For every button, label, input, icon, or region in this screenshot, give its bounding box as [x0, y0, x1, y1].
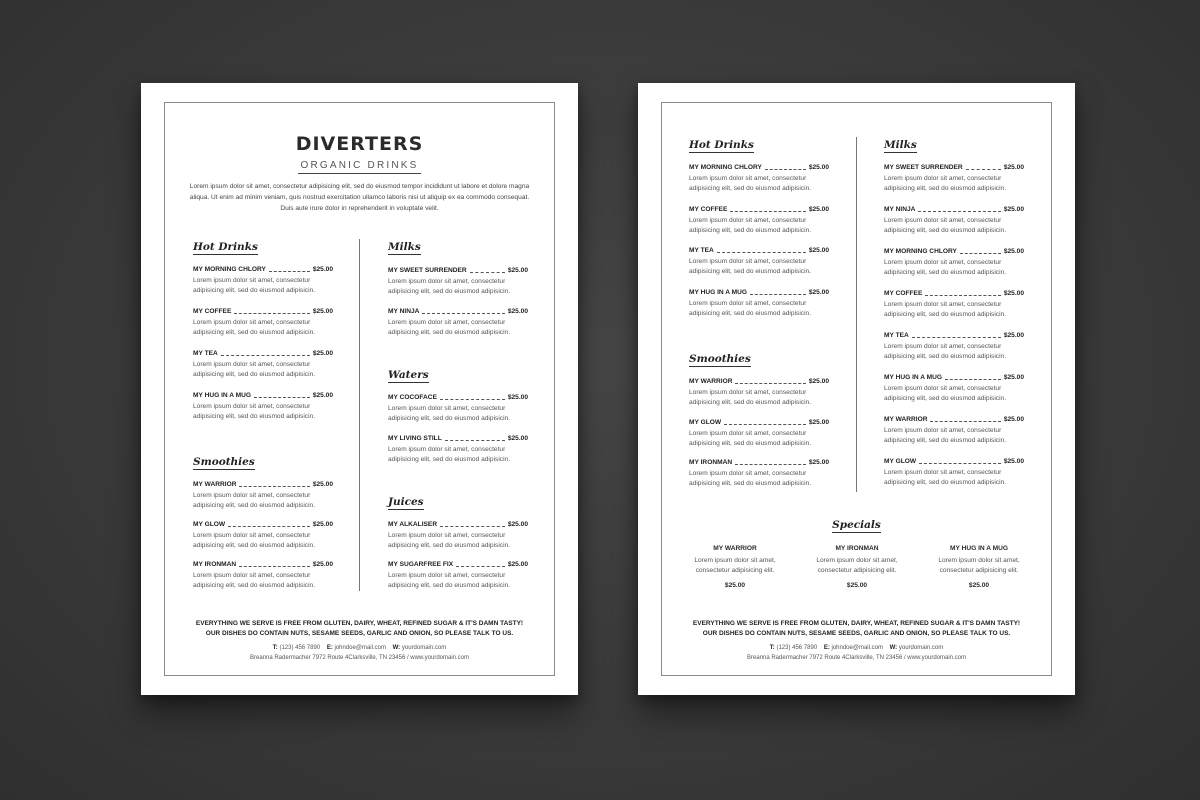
phone: (123) 456 7890: [776, 645, 818, 651]
column-divider: [856, 137, 857, 492]
item-description: Lorem ipsum dolor sit amet, consectetur adipisicing elit.: [938, 557, 1020, 574]
section-milks: [388, 237, 421, 255]
item-price: $25.00: [507, 394, 528, 401]
item-price: $25.00: [312, 521, 333, 528]
item-price: $25.00: [968, 582, 990, 589]
item-price: $25.00: [312, 350, 333, 357]
item-description: Lorem ipsum dolor sit amet, consectetur adipisicing elit, sed do eiusmod adipisicin.: [689, 217, 812, 234]
item-price: $25.00: [507, 521, 528, 528]
item-name: MY WARRIOR: [689, 378, 733, 385]
item-description: Lorem ipsum dolor sit amet, consectetur adipisicing elit, sed do eiusmod adipisicin.: [884, 385, 1007, 402]
menu-item: [689, 288, 829, 319]
menu-item: [884, 415, 1024, 446]
item-name: MY HUG IN A MUG: [689, 289, 748, 296]
website: yourdomain.com: [898, 645, 944, 651]
menu-item: [388, 434, 528, 465]
menu-sheet-front: [141, 83, 578, 695]
section-title: Milks: [388, 241, 421, 253]
menu-sheet-back: [638, 83, 1075, 695]
item-name: MY IRONMAN: [193, 561, 237, 568]
item-name: MY NINJA: [388, 308, 420, 315]
item-price: $25.00: [1003, 332, 1024, 339]
menu-item: [193, 349, 333, 380]
item-price: $25.00: [1003, 458, 1024, 465]
brand-subtitle: ORGANIC DRINKS: [298, 160, 420, 174]
item-price: $25.00: [507, 267, 528, 274]
item-description: Lorem ipsum dolor sit amet, consectetur adipisicing elit, sed do eiusmod adipisicin.: [689, 300, 812, 317]
item-description: Lorem ipsum dolor sit amet, consectetur adipisicing elit, sed do eiusmod adipisicin.: [193, 532, 316, 549]
brand-name: DIVERTERS: [295, 133, 424, 155]
item-price: $25.00: [1003, 164, 1024, 171]
item-price: $25.00: [808, 378, 829, 385]
menu-item: [193, 520, 333, 551]
section-title: Smoothies: [193, 456, 255, 468]
item-description: Lorem ipsum dolor sit amet, consectetur adipisicing elit, sed do eiusmod adipisicin.: [193, 319, 316, 336]
email: johndoe@mail.com: [334, 645, 386, 651]
item-description: Lorem ipsum dolor sit amet, consectetur adipisicing elit, sed do eiusmod adipisicin.: [884, 427, 1007, 444]
menu-item: [884, 331, 1024, 362]
item-description: Lorem ipsum dolor sit amet, consectetur adipisicing elit.: [694, 557, 776, 574]
section-title: Juices: [388, 496, 424, 508]
intro-text: Lorem ipsum dolor sit amet, consectetur adipisicing elit, sed do eiusmod tempor incididunt ut labore et dolore magna aliqua. Ut enim ad minim veniam, quis nostrud exercitation ullamco laboris nisi ut aliquip ex ea commodo consequat. Duis aute irure dolor in reprehenderit in voluptate velit.: [189, 183, 530, 212]
item-description: Lorem ipsum dolor sit amet, consectetur adipisicing elit, sed do eiusmod adipisicin.: [193, 277, 316, 294]
item-name: MY MORNING CHLORY: [193, 266, 266, 273]
menu-item: [884, 289, 1024, 320]
brand-header: [141, 133, 578, 174]
footer-contact: T: (123) 456 7890 E: johndoe@mail.com W: yourdomain.com Breanna Radermacher 7972 Route 4Clarksville, TN 23456 / www.yourdomain.com: [141, 643, 578, 663]
item-price: $25.00: [507, 308, 528, 315]
item-price: $25.00: [1003, 416, 1024, 423]
item-name: MY HUG IN A MUG: [949, 545, 1008, 552]
section-title: Waters: [388, 369, 429, 381]
section-title: Smoothies: [689, 353, 751, 365]
item-description: Lorem ipsum dolor sit amet, consectetur adipisicing elit, sed do eiusmod adipisicin.: [193, 403, 316, 420]
item-name: MY IRONMAN: [835, 545, 879, 552]
item-description: Lorem ipsum dolor sit amet, consectetur adipisicing elit, sed do eiusmod adipisicin.: [884, 259, 1007, 276]
section-title: Milks: [884, 139, 917, 151]
item-description: Lorem ipsum dolor sit amet, consectetur adipisicing elit, sed do eiusmod adipisicin.: [193, 492, 316, 509]
item-description: Lorem ipsum dolor sit amet, consectetur adipisicing elit, sed do eiusmod adipisicin.: [388, 446, 511, 463]
item-name: MY MORNING CHLORY: [884, 248, 957, 255]
menu-item: [193, 391, 333, 422]
item-description: Lorem ipsum dolor sit amet, consectetur adipisicing elit, sed do eiusmod adipisicin.: [689, 430, 812, 447]
item-price: $25.00: [808, 247, 829, 254]
item-description: Lorem ipsum dolor sit amet, consectetur adipisicing elit, sed do eiusmod adipisicin.: [388, 532, 511, 549]
item-name: MY HUG IN A MUG: [193, 392, 252, 399]
item-name: MY COFFEE: [193, 308, 232, 315]
item-name: MY TEA: [193, 350, 218, 357]
item-name: MY COCOFACE: [388, 394, 437, 401]
item-price: $25.00: [1003, 206, 1024, 213]
website: yourdomain.com: [401, 645, 447, 651]
menu-item: [884, 247, 1024, 278]
section-title: Hot Drinks: [193, 241, 258, 253]
item-description: Lorem ipsum dolor sit amet, consectetur adipisicing elit, sed do eiusmod adipisicin.: [884, 343, 1007, 360]
special-item: [680, 544, 790, 589]
item-name: MY IRONMAN: [689, 459, 733, 466]
footer-line-1: EVERYTHING WE SERVE IS FREE FROM GLUTEN, DAIRY, WHEAT, REFINED SUGAR & IT'S DAMN TASTY!: [692, 620, 1021, 627]
item-name: MY HUG IN A MUG: [884, 374, 943, 381]
item-name: MY WARRIOR: [193, 481, 237, 488]
item-name: MY COFFEE: [884, 290, 923, 297]
item-description: Lorem ipsum dolor sit amet, consectetur adipisicing elit, sed do eiusmod adipisicin.: [193, 572, 316, 589]
item-name: MY WARRIOR: [713, 545, 757, 552]
item-price: $25.00: [1003, 248, 1024, 255]
menu-item: [689, 458, 829, 489]
item-price: $25.00: [808, 206, 829, 213]
item-description: Lorem ipsum dolor sit amet, consectetur adipisicing elit.: [816, 557, 898, 574]
item-description: Lorem ipsum dolor sit amet, consectetur adipisicing elit, sed do eiusmod adipisicin.: [884, 175, 1007, 192]
item-description: Lorem ipsum dolor sit amet, consectetur adipisicing elit, sed do eiusmod adipisicin.: [884, 469, 1007, 486]
section-juices: [388, 492, 424, 510]
item-price: $25.00: [1003, 374, 1024, 381]
item-price: $25.00: [808, 164, 829, 171]
address: Breanna Radermacher 7972 Route 4Clarksville, TN 23456 / www.yourdomain.com: [747, 655, 966, 661]
item-price: $25.00: [312, 481, 333, 488]
item-price: $25.00: [846, 582, 868, 589]
section-smoothies: [193, 452, 255, 470]
section-waters: [388, 365, 429, 383]
item-name: MY TEA: [884, 332, 909, 339]
item-description: Lorem ipsum dolor sit amet, consectetur adipisicing elit, sed do eiusmod adipisicin.: [193, 361, 316, 378]
menu-item: [884, 163, 1024, 194]
item-description: Lorem ipsum dolor sit amet, consectetur adipisicing elit, sed do eiusmod adipisicin.: [388, 319, 511, 336]
section-smoothies: [689, 349, 751, 367]
email: johndoe@mail.com: [831, 645, 883, 651]
item-description: Lorem ipsum dolor sit amet, consectetur adipisicing elit, sed do eiusmod adipisicin.: [689, 175, 812, 192]
item-description: Lorem ipsum dolor sit amet, consectetur adipisicing elit, sed do eiusmod adipisicin.: [689, 389, 812, 406]
item-name: MY WARRIOR: [884, 416, 928, 423]
menu-item: [388, 393, 528, 424]
section-milks: [884, 135, 917, 153]
address: Breanna Radermacher 7972 Route 4Clarksville, TN 23456 / www.yourdomain.com: [250, 655, 469, 661]
menu-item: [193, 265, 333, 296]
menu-item: [689, 377, 829, 408]
section-title: Specials: [832, 519, 881, 531]
item-description: Lorem ipsum dolor sit amet, consectetur adipisicing elit, sed do eiusmod adipisicin.: [388, 572, 511, 589]
item-description: Lorem ipsum dolor sit amet, consectetur adipisicing elit, sed do eiusmod adipisicin.: [388, 405, 511, 422]
item-name: MY GLOW: [689, 419, 722, 426]
item-name: MY ALKALISER: [388, 521, 438, 528]
footer-notice: [141, 619, 578, 639]
menu-item: [388, 520, 528, 551]
item-description: Lorem ipsum dolor sit amet, consectetur adipisicing elit, sed do eiusmod adipisicin.: [689, 258, 812, 275]
item-price: $25.00: [312, 561, 333, 568]
menu-item: [388, 560, 528, 591]
menu-item: [689, 205, 829, 236]
item-name: MY GLOW: [193, 521, 226, 528]
item-name: MY SWEET SURRENDER: [884, 164, 963, 171]
item-price: $25.00: [312, 266, 333, 273]
item-price: $25.00: [808, 419, 829, 426]
item-price: $25.00: [507, 435, 528, 442]
menu-item: [193, 307, 333, 338]
item-name: MY TEA: [689, 247, 714, 254]
item-name: MY SUGARFREE FIX: [388, 561, 454, 568]
item-name: MY COFFEE: [689, 206, 728, 213]
phone: (123) 456 7890: [279, 645, 321, 651]
footer-line-1: EVERYTHING WE SERVE IS FREE FROM GLUTEN, DAIRY, WHEAT, REFINED SUGAR & IT'S DAMN TASTY!: [195, 620, 524, 627]
item-name: MY MORNING CHLORY: [689, 164, 762, 171]
menu-item: [689, 163, 829, 194]
footer-line-2: OUR DISHES DO CONTAIN NUTS, SESAME SEEDS, GARLIC AND ONION, SO PLEASE TALK TO US.: [702, 630, 1011, 637]
item-price: $25.00: [808, 289, 829, 296]
menu-item: [884, 205, 1024, 236]
menu-item: [884, 457, 1024, 488]
menu-item: [193, 480, 333, 511]
menu-item: [388, 266, 528, 297]
item-description: Lorem ipsum dolor sit amet, consectetur adipisicing elit, sed do eiusmod adipisicin.: [884, 217, 1007, 234]
section-title: Hot Drinks: [689, 139, 754, 151]
footer-contact: T: (123) 456 7890 E: johndoe@mail.com W: yourdomain.com Breanna Radermacher 7972 Route 4Clarksville, TN 23456 / www.yourdomain.com: [638, 643, 1075, 663]
column-divider: [359, 239, 360, 591]
item-price: $25.00: [724, 582, 746, 589]
section-hot-drinks: [689, 135, 754, 153]
special-item: [802, 544, 912, 589]
menu-item: [388, 307, 528, 338]
menu-item: [193, 560, 333, 591]
item-description: Lorem ipsum dolor sit amet, consectetur adipisicing elit, sed do eiusmod adipisicin.: [689, 470, 812, 487]
menu-item: [689, 246, 829, 277]
special-item: [924, 544, 1034, 589]
menu-item: [689, 418, 829, 449]
menu-item: [884, 373, 1024, 404]
item-price: $25.00: [507, 561, 528, 568]
item-name: MY LIVING STILL: [388, 435, 442, 442]
item-name: MY SWEET SURRENDER: [388, 267, 467, 274]
item-name: MY NINJA: [884, 206, 916, 213]
section-specials: [638, 515, 1075, 533]
item-description: Lorem ipsum dolor sit amet, consectetur adipisicing elit, sed do eiusmod adipisicin.: [388, 278, 511, 295]
item-price: $25.00: [312, 308, 333, 315]
item-description: Lorem ipsum dolor sit amet, consectetur adipisicing elit, sed do eiusmod adipisicin.: [884, 301, 1007, 318]
item-price: $25.00: [808, 459, 829, 466]
item-name: MY GLOW: [884, 458, 917, 465]
footer-notice: [638, 619, 1075, 639]
footer-line-2: OUR DISHES DO CONTAIN NUTS, SESAME SEEDS, GARLIC AND ONION, SO PLEASE TALK TO US.: [205, 630, 514, 637]
item-price: $25.00: [1003, 290, 1024, 297]
item-price: $25.00: [312, 392, 333, 399]
section-hot-drinks: [193, 237, 258, 255]
